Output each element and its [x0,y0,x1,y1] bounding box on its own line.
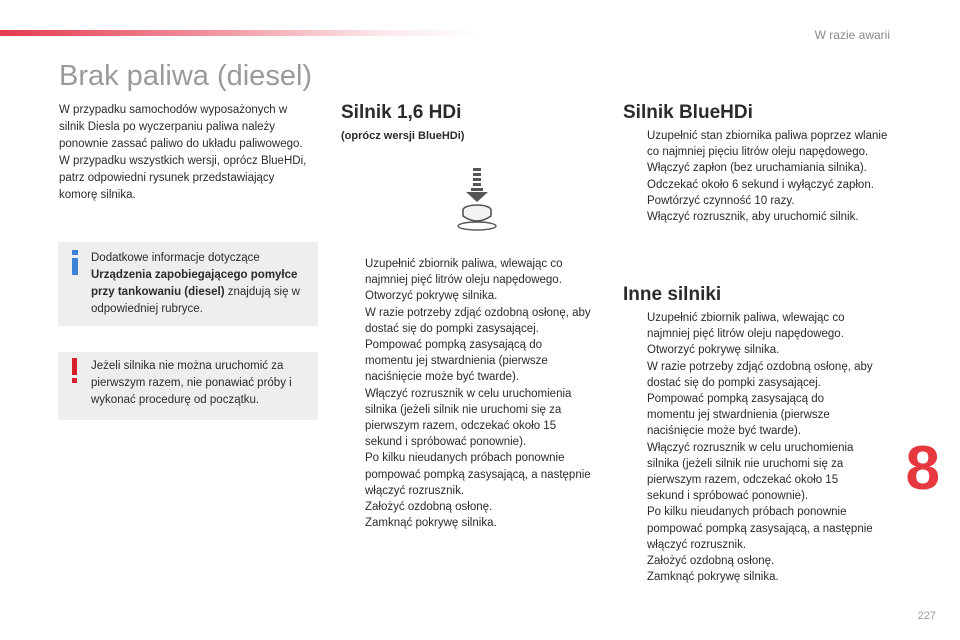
list-item: Otworzyć pokrywę silnika. [365,290,498,303]
section-label: W razie awarii [814,28,890,42]
list-item: Otworzyć pokrywę silnika. [647,344,780,357]
list-item: Włączyć rozrusznik, aby uruchomić silnik. [647,211,859,224]
info-box-text: Dodatkowe informacje dotyczące Urządzenia zapobiegającego pomyłce przy tankowaniu (diesel) znajdują się w odpowiedniej rubryce. [91,252,300,315]
info-icon [72,250,78,276]
list-item: Pompować pompką zasysającą do momentu jej stwardnienia (pierwsze naciśnięcie może być twarde). [365,339,548,384]
chapter-number: 8 [905,434,940,503]
header-accent-bar [0,30,480,36]
list-item: Po kilku nieudanych próbach ponownie pompować pompką zasysającą, a następnie włączyć rozrusznik. [647,506,873,551]
bluehdi-steps [623,128,888,225]
page-number: 227 [917,610,936,622]
warning-icon [72,358,78,384]
info-box-bold-ref: Urządzenia zapobiegającego pomyłce przy tankowaniu (diesel) [91,269,298,298]
priming-pump-icon [452,166,502,232]
info-box [58,242,318,326]
list-item: Założyć ozdobną osłonę. [365,501,493,514]
intro-paragraph-2: W przypadku wszystkich wersji, oprócz BlueHDi, patrz odpowiedni rysunek przedstawiający komorę silnika. [59,155,307,201]
list-item: Powtórzyć czynność 10 razy. [647,194,795,207]
hdi-steps [341,256,591,531]
hdi-subheading: (oprócz wersji BlueHDi) [341,130,465,142]
list-item: W razie potrzeby zdjąć ozdobną osłonę, aby dostać się do pompki zasysającej. [365,306,591,335]
intro-text [59,102,309,204]
warning-box-text: Jeżeli silnika nie można uruchomić za pierwszym razem, nie ponawiać próby i wykonać procedurę od początku. [91,360,292,406]
list-item: Odczekać około 6 sekund i wyłączyć zapłon. [647,178,874,191]
intro-paragraph-1: W przypadku samochodów wyposażonych w silnik Diesla po wyczerpaniu paliwa należy ponownie zassać paliwo do układu paliwowego. [59,104,303,150]
list-item: Zamknąć pokrywę silnika. [647,571,779,584]
list-item: Założyć ozdobną osłonę. [647,555,775,568]
page-title: Brak paliwa (diesel) [59,60,313,92]
list-item: Włączyć rozrusznik w celu uruchomienia silnika (jeżeli silnik nie uruchomi się za pierwszym razem, odczekać około 15 sekund i spróbować ponownie). [365,387,572,449]
other-engines-heading: Inne silniki [623,284,722,305]
list-item: Włączyć rozrusznik w celu uruchomienia silnika (jeżeli silnik nie uruchomi się za pierwszym razem, odczekać około 15 sekund i spróbować ponownie). [647,441,854,503]
list-item: Zamknąć pokrywę silnika. [365,517,497,530]
bluehdi-heading: Silnik BlueHDi [623,102,753,123]
list-item: Pompować pompką zasysającą do momentu jej stwardnienia (pierwsze naciśnięcie może być twarde). [647,393,830,438]
list-item: W razie potrzeby zdjąć ozdobną osłonę, aby dostać się do pompki zasysającej. [647,360,873,389]
hdi-heading: Silnik 1,6 HDi [341,102,462,123]
warning-box [58,352,318,420]
list-item: Włączyć zapłon (bez uruchamiania silnika). [647,162,867,175]
list-item: Po kilku nieudanych próbach ponownie pompować pompką zasysającą, a następnie włączyć rozrusznik. [365,452,591,497]
list-item: Uzupełnić zbiornik paliwa, wlewając co najmniej pięć litrów oleju napędowego. [647,312,845,341]
other-engines-steps [623,310,873,585]
list-item: Uzupełnić stan zbiornika paliwa poprzez wlanie co najmniej pięciu litrów oleju napędowego. [647,130,888,159]
list-item: Uzupełnić zbiornik paliwa, wlewając co najmniej pięć litrów oleju napędowego. [365,258,563,287]
